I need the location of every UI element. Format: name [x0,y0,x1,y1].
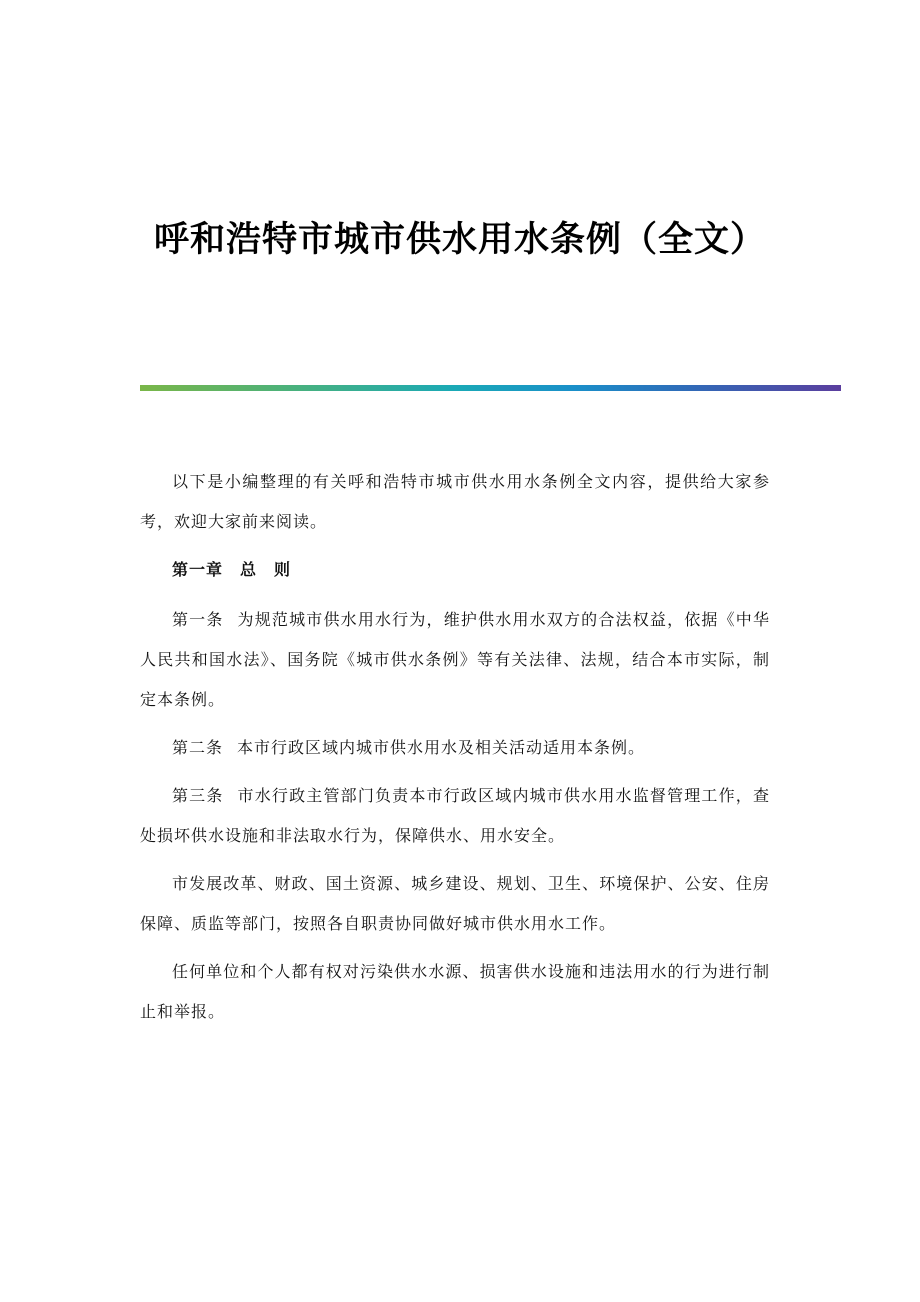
article-1-label: 第一条 [172,610,224,629]
article-3-label: 第三条 [172,786,224,805]
article-2-label: 第二条 [172,738,224,757]
article-1 [140,600,770,720]
article-2-text: 本市行政区域内城市供水用水及相关活动适用本条例。 [237,738,646,757]
departments-paragraph: 市发展改革、财政、国土资源、城乡建设、规划、卫生、环境保护、公安、住房保障、质监等部门，按照各自职责协同做好城市供水用水工作。 [140,874,770,933]
intro-paragraph: 以下是小编整理的有关呼和浩特市城市供水用水条例全文内容，提供给大家参考，欢迎大家前来阅读。 [140,472,770,531]
article-2 [140,728,770,768]
document-title: 呼和浩特市城市供水用水条例（全文） [153,220,766,260]
document-body [140,462,770,1040]
chapter-heading: 第一章 总 则 [172,560,292,579]
article-3-text: 市水行政主管部门负责本市行政区域内城市供水用水监督管理工作，查处损坏供水设施和非法取水行为，保障供水、用水安全。 [140,786,770,845]
article-3 [140,776,770,856]
article-1-text: 为规范城市供水用水行为，维护供水用水双方的合法权益，依据《中华人民共和国水法》、国务院《城市供水条例》等有关法律、法规，结合本市实际，制定本条例。 [140,610,770,709]
reporting-paragraph: 任何单位和个人都有权对污染供水水源、损害供水设施和违法用水的行为进行制止和举报。 [140,962,770,1021]
title-divider [140,385,841,391]
